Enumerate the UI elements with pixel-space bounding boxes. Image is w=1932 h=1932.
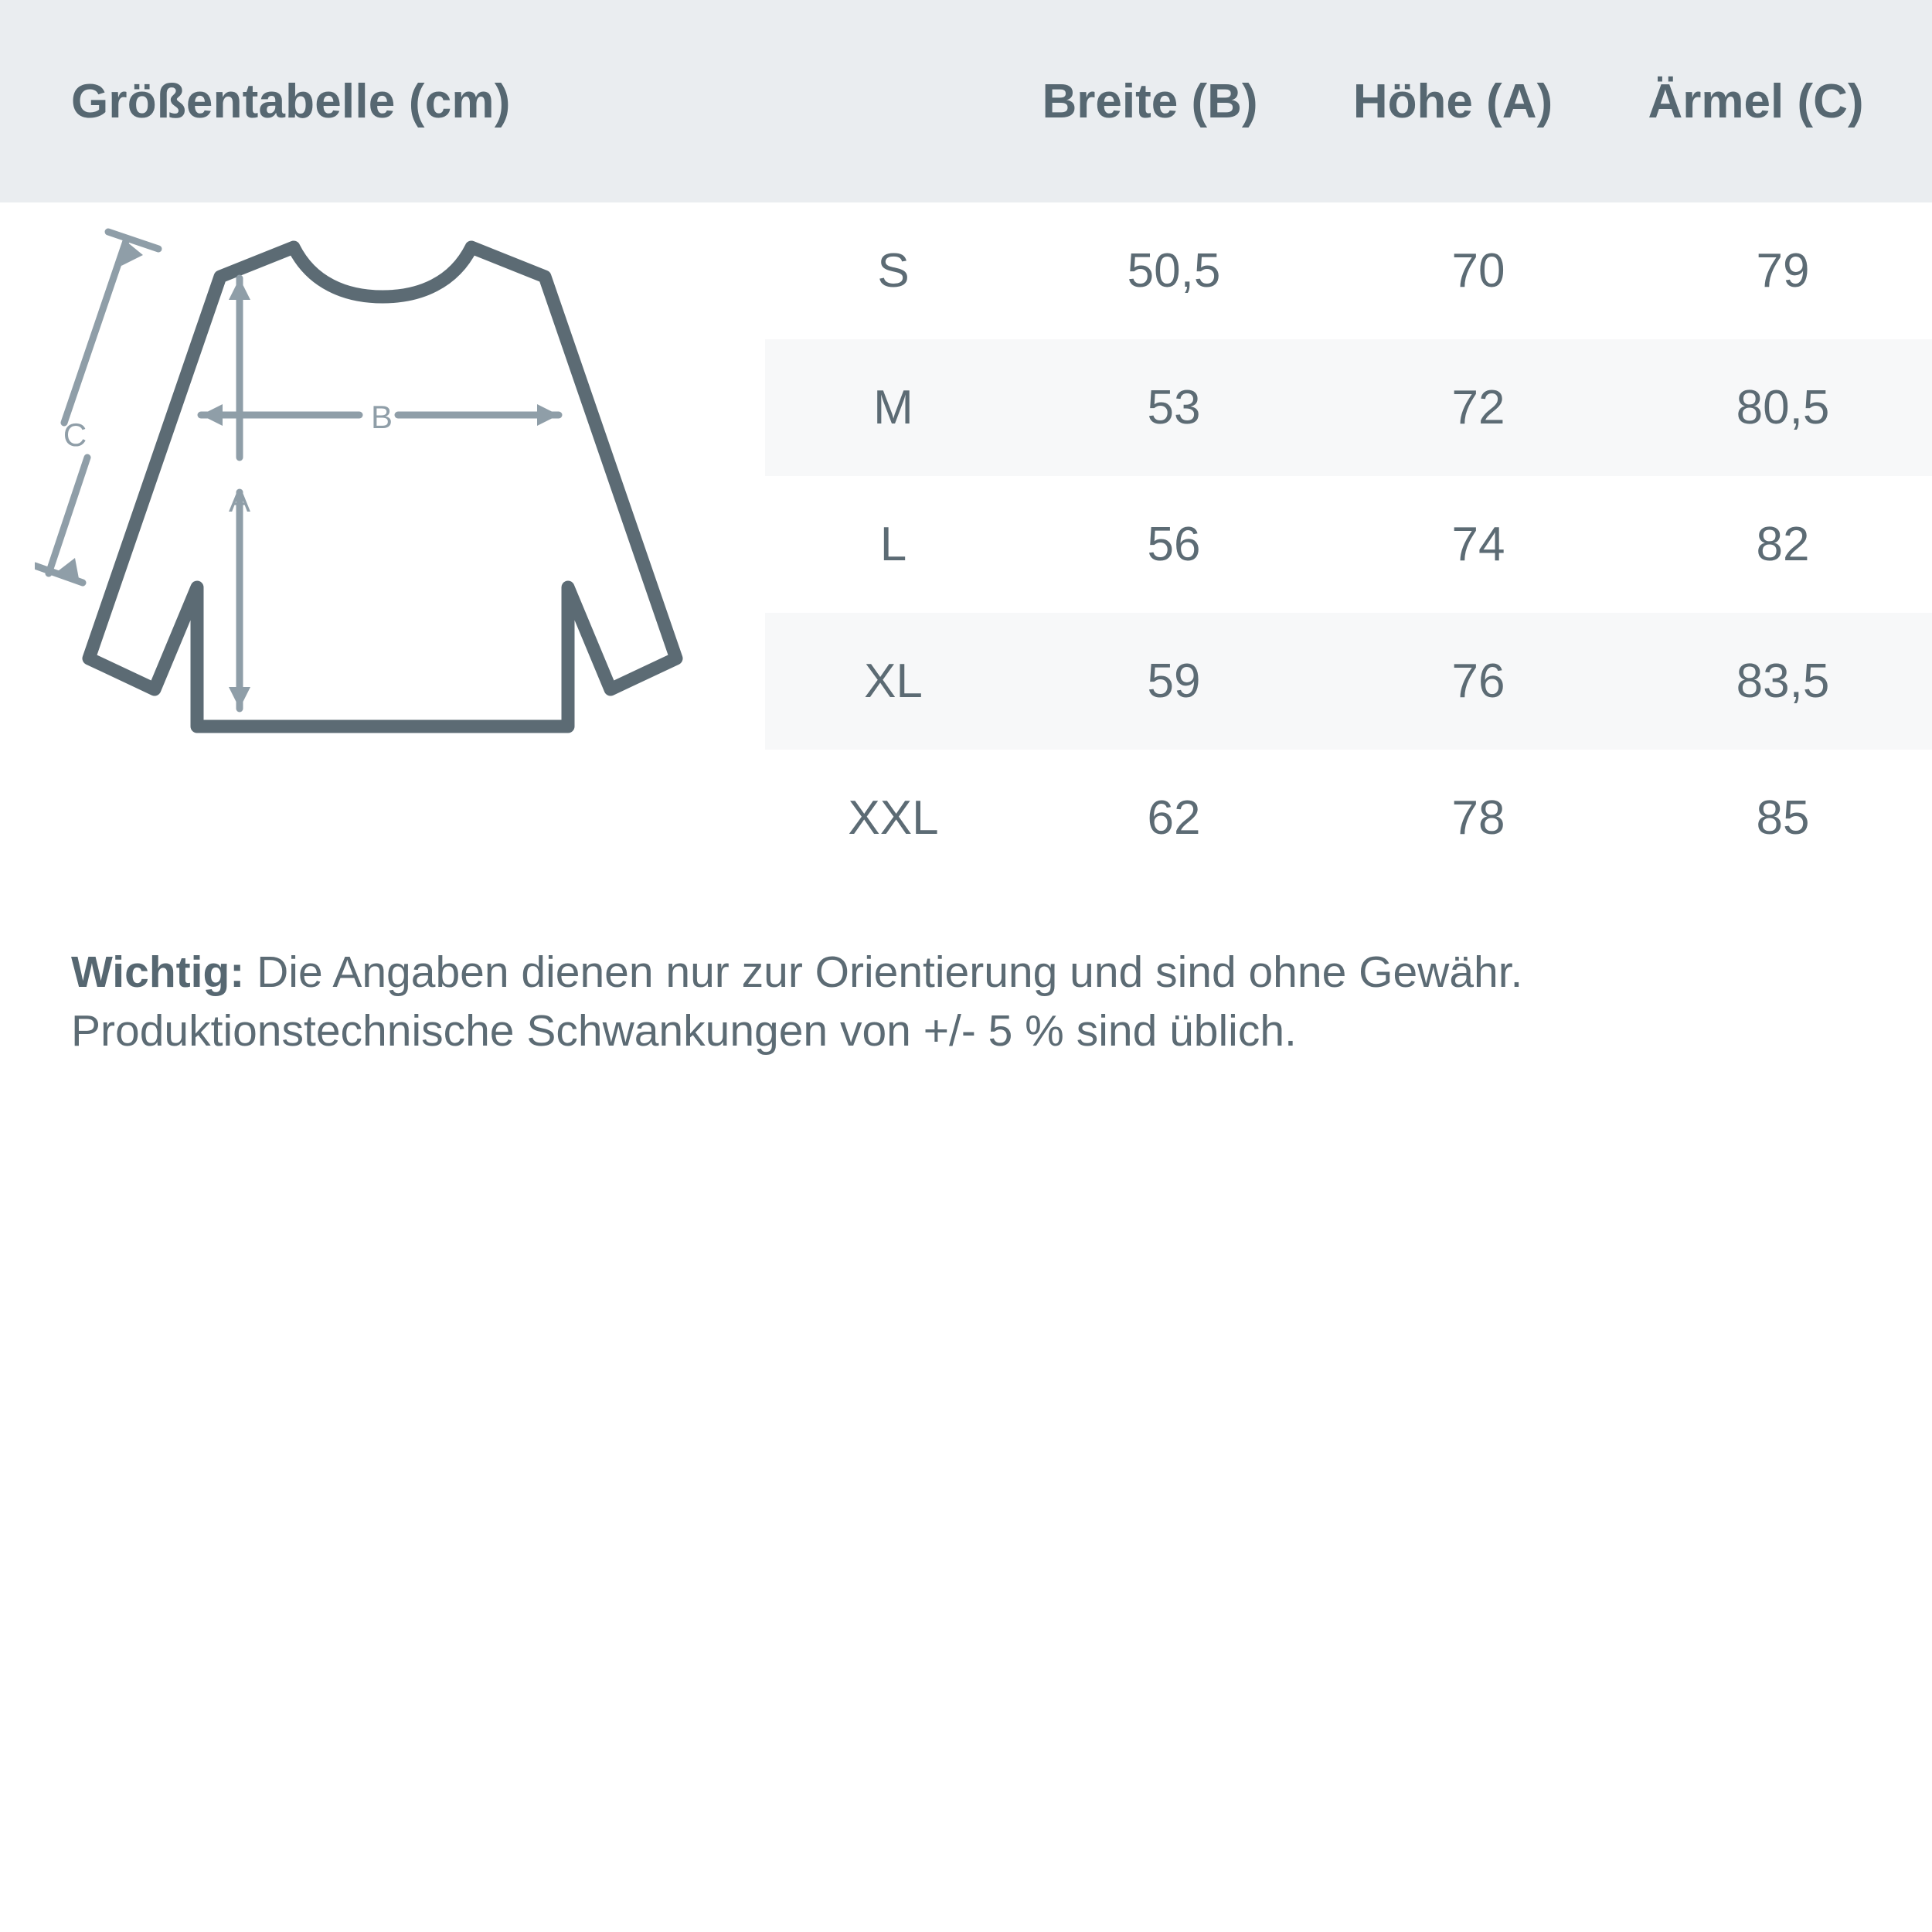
garment-figure-wrap — [0, 202, 765, 767]
cell-height: 76 — [1326, 613, 1631, 750]
cell-width: 50,5 — [1127, 244, 1221, 298]
dimension-label-b: B — [370, 399, 393, 435]
header-col-height: Höhe (A) — [1352, 74, 1553, 128]
cell-sleeve: 79 — [1756, 244, 1810, 298]
cell-sleeve: 85 — [1756, 791, 1810, 845]
cell-width: 62 — [1147, 791, 1201, 845]
cell-height: 78 — [1451, 791, 1505, 845]
cell-width: 53 — [1022, 339, 1326, 476]
header-columns — [998, 74, 1932, 129]
disclaimer-note — [0, 886, 1932, 1061]
cell-size: M — [765, 339, 1022, 476]
table-row — [765, 339, 1932, 476]
cell-size: XL — [765, 613, 1022, 750]
cell-sleeve: 80,5 — [1631, 339, 1932, 476]
table-row — [765, 613, 1932, 750]
cell-height: 74 — [1451, 518, 1505, 571]
table-row — [765, 202, 1932, 339]
cell-size: S — [877, 244, 910, 298]
table-row — [765, 476, 1932, 613]
size-chart-header — [0, 0, 1932, 202]
header-col-sleeve: Ärmel (C) — [1648, 74, 1864, 128]
dimension-label-a: A — [228, 482, 251, 519]
table-row — [765, 750, 1932, 886]
cell-sleeve: 82 — [1756, 518, 1810, 571]
size-chart-body — [0, 202, 1932, 886]
cell-width: 59 — [1022, 613, 1326, 750]
cell-width: 56 — [1147, 518, 1201, 571]
longsleeve-diagram-icon — [35, 226, 730, 767]
measurements-table-wrap — [765, 202, 1932, 886]
cell-size: L — [879, 518, 907, 571]
cell-size: XXL — [848, 791, 939, 845]
page-title: Größentabelle (cm) — [71, 74, 511, 128]
disclaimer-text: Die Angaben dienen nur zur Orientierung und sind ohne Gewähr. Produktionstechnische Schwankungen von +/- 5 % sind üblich. — [71, 947, 1523, 1056]
measurements-table — [765, 202, 1932, 886]
cell-height: 72 — [1326, 339, 1631, 476]
cell-height: 70 — [1451, 244, 1505, 298]
dimension-label-c: C — [63, 417, 87, 453]
cell-sleeve: 83,5 — [1631, 613, 1932, 750]
header-col-width: Breite (B) — [1042, 74, 1258, 128]
disclaimer-label: Wichtig: — [71, 947, 245, 997]
